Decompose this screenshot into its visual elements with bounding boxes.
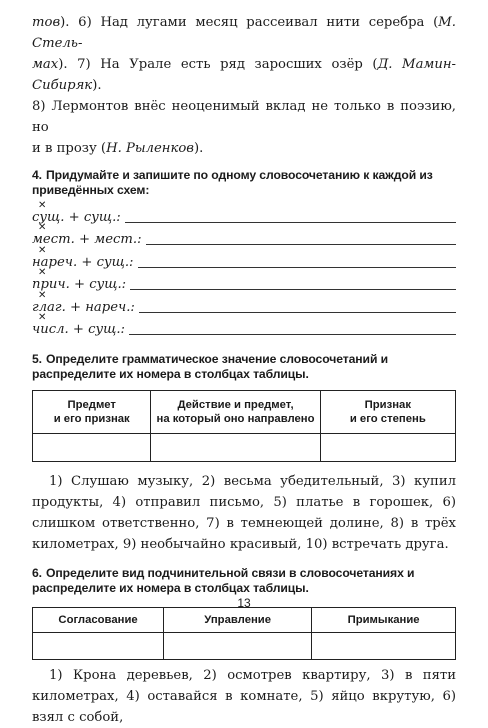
cross-mark-icon: ✕ [38,312,47,323]
column-header: Примыкание [312,608,456,633]
scheme-row [32,199,456,227]
header-line: Признак [364,399,411,411]
page-content [32,12,456,728]
header-line: и его степень [349,413,426,425]
column-header [33,391,151,434]
scheme-row [32,312,456,340]
answer-cell[interactable] [33,633,164,660]
scheme-text: числ. + сущ.: [32,322,125,337]
intro-sentence-6: ). 6) Над лугами месяц рассеивал нити серебра ( [60,15,439,30]
task-5-text: Определите грамматическое значение словосочетаний и распределите их номера в столбцах таблицы. [32,352,389,381]
header-line: Предмет [67,399,116,411]
scheme-text: глаг. + нареч.: [32,299,135,315]
cross-mark-icon: ✕ [38,289,47,301]
cross-mark-icon: ✕ [38,267,47,278]
task-5-items: 1) Слушаю музыку, 2) весьма убедительный, 3) купил продукты, 4) отправил письмо, 5) платье в горошек, 6) слишком ответственно, 7) в темнеющей долине, 8) в трёх километрах, 9) необычайно красивый, 10) встречать друга. [32,474,456,552]
task-5-heading [32,352,456,382]
task-4-number: 4. [32,168,42,182]
answer-line[interactable] [138,266,457,268]
answer-cell[interactable] [33,434,151,462]
answer-line[interactable] [130,288,456,290]
intro-author-rylenkov: Н. Рыленков [106,141,194,156]
answer-cell[interactable] [164,633,312,660]
answer-cell[interactable] [320,434,455,462]
intro-sentence-8: 8) Лермонтов внёс неоценимый вклад не только в поэзию, но [32,99,456,135]
task-6-text: Определите вид подчинительной связи в словосочетаниях и распределите их номера в столбцах таблицы. [32,566,415,595]
scheme-label [32,312,125,339]
header-line: на который оно направлено [156,413,315,425]
task-6-table [32,607,456,660]
intro-author-stelmakh-end: мах [32,57,59,72]
intro-sentence-8-end: и в прозу ( [32,141,107,156]
task-6-number: 6. [32,566,42,580]
table-answer-row [33,434,456,462]
answer-line[interactable] [125,221,456,223]
header-line: Действие и предмет, [177,399,294,411]
column-header [151,391,320,434]
cross-mark-icon: ✕ [38,199,47,211]
task-6-items: 1) Крона деревьев, 2) осмотрев квартиру, 3) в пяти километрах, 4) оставайся в комнате, 5) яйцо вкрутую, 6) взял с собой, [32,668,456,725]
task-4-schemes [32,199,456,339]
intro-author-stelmakh: М. Стель- [32,15,456,51]
page-number: 13 [237,596,251,610]
column-header: Согласование [33,608,164,633]
scheme-label [32,289,135,317]
scheme-text: прич. + сущ.: [32,277,127,292]
scheme-label [32,244,134,272]
header-line: и его признак [53,413,130,425]
answer-line[interactable] [146,243,456,245]
answer-cell[interactable] [312,633,456,660]
scheme-text: мест. + мест.: [32,232,142,247]
task-4-heading [32,168,456,198]
scheme-row [32,244,456,272]
scheme-row [32,222,456,250]
intro-author-fragment: тов [32,15,61,30]
task-6-heading [32,566,456,596]
column-header [320,391,455,434]
cross-mark-icon: ✕ [38,222,47,233]
task-5-table [32,390,456,462]
intro-punct-end: ). [193,141,204,156]
intro-sentence-7: ). 7) На Урале есть ряд заросших озёр ( [58,57,378,72]
task-5-number: 5. [32,352,42,366]
task-4-text: Придумайте и запишите по одному словосочетанию к каждой из приведённых схем: [32,168,433,197]
table-header-row [33,391,456,434]
intro-paragraph [32,12,456,159]
cross-mark-icon: ✕ [38,244,47,256]
answer-line[interactable] [139,311,456,313]
scheme-label [32,222,142,249]
table-header-row [33,608,456,633]
intro-punct: ). [92,78,102,93]
table-answer-row [33,633,456,660]
intro-author-mamin: Д. Мамин-Сибиряк [32,57,456,93]
scheme-text: нареч. + сущ.: [32,254,134,270]
column-header: Управление [164,608,312,633]
answer-line[interactable] [129,333,456,335]
scheme-row [32,267,456,295]
scheme-row [32,289,456,317]
scheme-text: сущ. + сущ.: [32,209,121,225]
answer-cell[interactable] [151,434,320,462]
